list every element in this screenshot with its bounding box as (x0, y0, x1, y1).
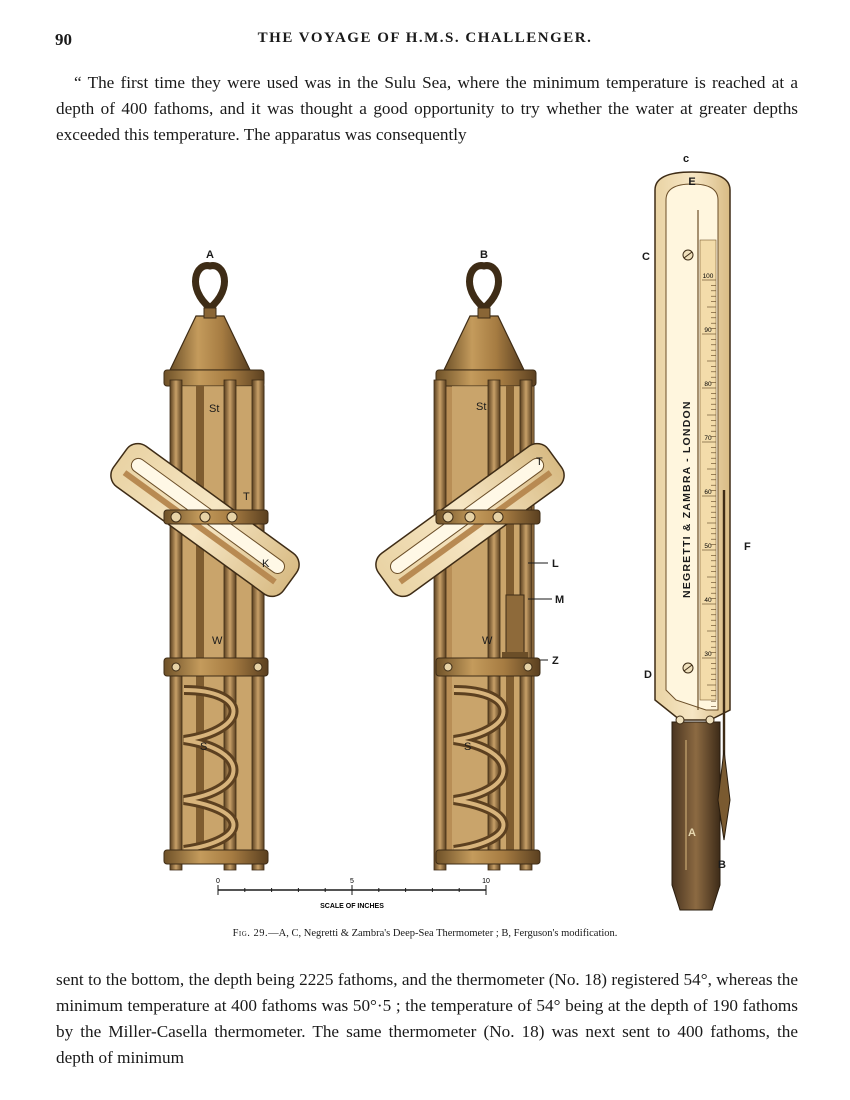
instrument-a (105, 266, 304, 870)
label-s-left: S (200, 741, 208, 753)
tube-tick-label: 60 (704, 489, 712, 496)
scale-tick-0: 0 (216, 878, 220, 885)
label-c-side: C (642, 251, 650, 263)
tube-tick-label: 70 (704, 435, 712, 442)
label-t-right: T (536, 456, 543, 468)
figure-caption (0, 928, 850, 939)
label-e: E (688, 176, 696, 188)
tube-tick-label: 30 (704, 651, 712, 658)
tube-tick-label: 40 (704, 597, 712, 604)
running-title: THE VOYAGE OF H.M.S. CHALLENGER. (257, 30, 593, 46)
figure-illustration (0, 150, 850, 920)
label-st-left: St (209, 403, 220, 415)
tube-tick-label: 80 (704, 381, 712, 388)
scale-of-inches (216, 878, 490, 910)
label-k: K (262, 558, 270, 570)
label-m: M (555, 594, 565, 606)
tube-tick-label: 100 (702, 273, 714, 280)
instrument-b (370, 266, 569, 870)
label-b-top: B (480, 249, 488, 261)
label-w-left: W (212, 635, 223, 647)
tube-tick-label: 50 (704, 543, 712, 550)
figure-29 (0, 150, 850, 920)
tube-tick-label: 90 (704, 327, 712, 334)
label-w-right: W (482, 635, 493, 647)
maker-label: NEGRETTI & ZAMBRA - LONDON (681, 400, 693, 598)
label-f: F (744, 541, 751, 553)
paragraph-top: “ The first time they were used was in the Sulu Sea, where the minimum temperature is reached at a depth of 400 fathoms, and it was thought a good opportunity to try whether the water at greater depths exceeded this temperature. The apparatus was consequently (56, 73, 798, 144)
label-a-top: A (206, 249, 214, 261)
page-number: 90 (55, 30, 72, 49)
label-b-bottom: B (718, 859, 726, 871)
caption-text: —A, C, Negretti & Zambra's Deep-Sea Thermometer ; B, Ferguson's modification. (268, 928, 618, 939)
label-st-right: St (476, 401, 487, 413)
label-a-bulb: A (688, 827, 696, 839)
label-z: Z (552, 655, 559, 667)
label-c-top: c (682, 153, 690, 165)
scale-tick-10: 10 (482, 878, 490, 885)
scale-label: SCALE OF INCHES (320, 903, 384, 910)
label-l: L (552, 558, 559, 570)
label-d: D (644, 669, 652, 681)
label-s-right: S (464, 741, 472, 753)
label-t-left: T (243, 491, 250, 503)
paragraph-bottom: sent to the bottom, the depth being 2225 fathoms, and the thermometer (No. 18) registered 54°, whereas the minimum temperature at 400 fathoms was 50°·5 ; the temperature of 54° being at the depth of 190 fathoms by the Miller-Casella thermometer. The same thermometer (No. 18) was next sent to 400 fathoms, the depth of minimum (56, 970, 798, 1067)
caption-figure-number: Fig. 29. (232, 928, 269, 939)
scale-tick-5: 5 (350, 878, 354, 885)
